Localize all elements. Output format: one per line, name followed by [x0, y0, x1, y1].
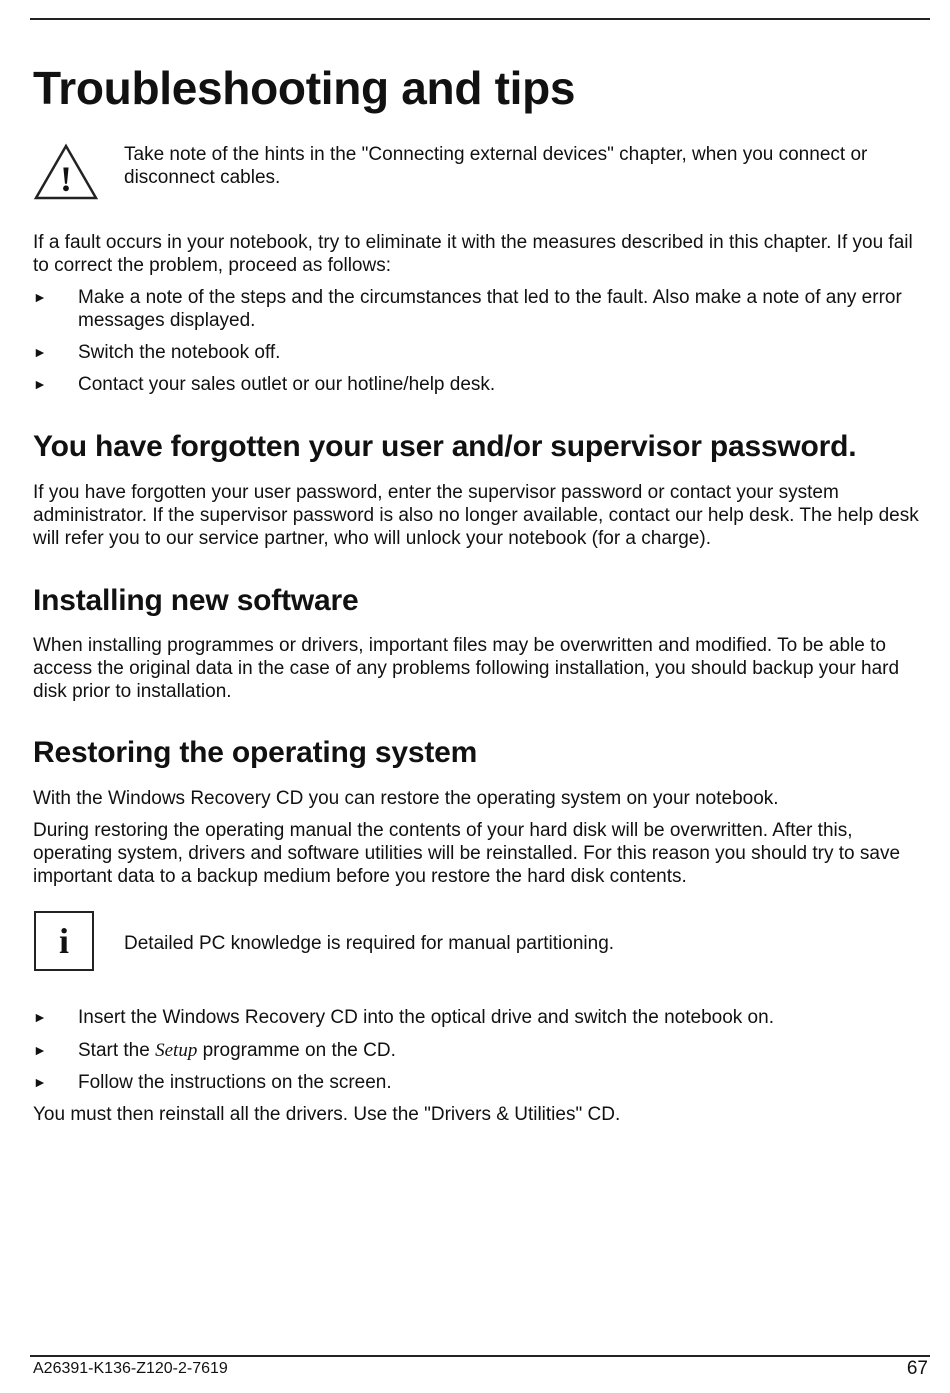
bullet-arrow-icon: ► — [33, 1009, 47, 1025]
page-number: 67 — [906, 1358, 928, 1379]
info-icon: i — [34, 911, 94, 971]
step-text: Contact your sales outlet or our hotline/help desk. — [78, 374, 496, 395]
step-text-suffix: programme on the CD. — [197, 1040, 396, 1061]
step-text: Switch the notebook off. — [78, 342, 281, 363]
bottom-divider — [30, 1355, 930, 1357]
top-divider — [30, 18, 930, 20]
bullet-arrow-icon: ► — [33, 344, 47, 360]
bullet-arrow-icon: ► — [33, 1042, 47, 1058]
step-text-prefix: Start the — [78, 1040, 156, 1061]
document-id: A26391-K136-Z120-2-7619 — [33, 1360, 228, 1377]
closing-paragraph: You must then reinstall all the drivers. Use the "Drivers & Utilities" CD. — [33, 1104, 621, 1125]
bullet-arrow-icon: ► — [33, 1074, 47, 1090]
bullet-arrow-icon: ► — [33, 376, 47, 392]
password-paragraph: If you have forgotten your user password, enter the supervisor password or contact your system administrator. If the supervisor password is also no longer available, contact our help desk. The help desk will refer you to our service partner, who will unlock your notebook (for a charge). — [33, 482, 919, 549]
section-heading-password: You have forgotten your user and/or supervisor password. — [33, 430, 857, 463]
bullet-arrow-icon: ► — [33, 289, 47, 305]
step-text: Insert the Windows Recovery CD into the optical drive and switch the notebook on. — [78, 1007, 774, 1028]
step-text — [78, 1039, 928, 1062]
warning-triangle-icon — [33, 143, 99, 201]
section-heading-restore: Restoring the operating system — [33, 736, 478, 769]
step-text: Follow the instructions on the screen. — [78, 1072, 392, 1093]
svg-text:!: ! — [60, 159, 72, 199]
section-heading-software: Installing new software — [33, 584, 359, 617]
step-text: Make a note of the steps and the circumstances that led to the fault. Also make a note of any error messages displayed. — [78, 287, 902, 331]
info-note-text: Detailed PC knowledge is required for manual partitioning. — [124, 933, 615, 954]
warning-note-text: Take note of the hints in the "Connecting external devices" chapter, when you connect or disconnect cables. — [124, 144, 868, 188]
intro-paragraph: If a fault occurs in your notebook, try to eliminate it with the measures described in this chapter. If you fail to correct the problem, proceed as follows: — [33, 232, 913, 276]
software-paragraph: When installing programmes or drivers, important files may be overwritten and modified. To be able to access the original data in the case of any problems following installation, you should backup your hard disk prior to installation. — [33, 635, 900, 702]
setup-program-name: Setup — [155, 1040, 198, 1061]
page-title: Troubleshooting and tips — [33, 62, 576, 114]
restore-paragraph-1: With the Windows Recovery CD you can restore the operating system on your notebook. — [33, 788, 779, 809]
restore-paragraph-2: During restoring the operating manual the contents of your hard disk will be overwritten. After this, operating system, drivers and software utilities will be reinstalled. For this reason you should try to save important data to a backup medium before you restore the hard disk contents. — [33, 820, 901, 887]
